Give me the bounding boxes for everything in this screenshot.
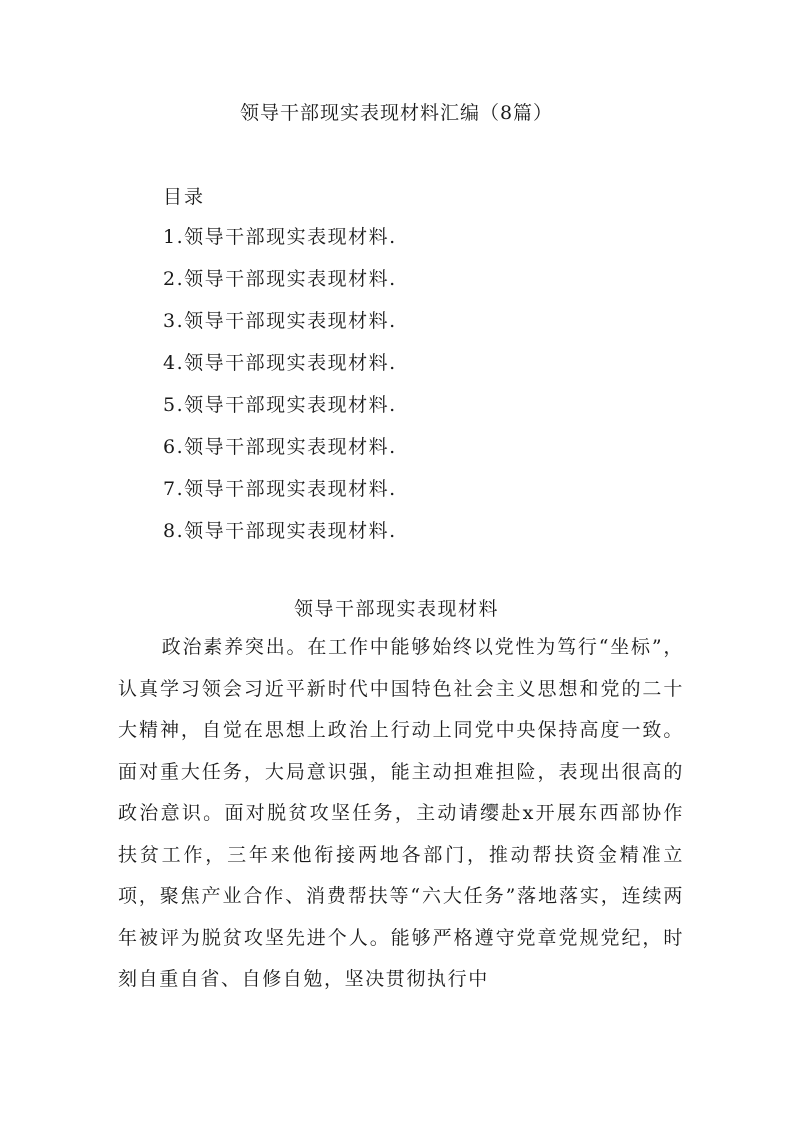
toc-list xyxy=(163,222,397,558)
document-title: 领导干部现实表现材料汇编（8篇） xyxy=(239,102,554,124)
toc-heading: 目录 xyxy=(163,186,206,208)
toc-item-2[interactable]: 2.领导干部现实表现材料. xyxy=(163,268,397,290)
toc-item-1[interactable]: 1.领导干部现实表现材料. xyxy=(163,226,397,248)
body-paragraph: 政治素养突出。在工作中能够始终以党性为笃行“坐标”，认真学习领会习近平新时代中国特色社会主义思想和党的二十大精神，自觉在思想上政治上行动上同党中央保持高度一致。面对重大任务，大局意识强，能主动担难担险，表现出很高的政治意识。面对脱贫攻坚任务，主动请缨赴x开展东西部协作扶贫工作，三年来他衔接两地各部门，推动帮扶资金精准立项，聚焦产业合作、消费帮扶等“六大任务”落地落实，连续两年被评为脱贫攻坚先进个人。能够严格遵守党章党规党纪，时刻自重自省、自修自勉，坚决贯彻执行中 xyxy=(118,636,684,990)
toc-item-7[interactable]: 7.领导干部现实表现材料. xyxy=(163,478,397,500)
toc-item-4[interactable]: 4.领导干部现实表现材料. xyxy=(163,352,397,374)
toc-item-8[interactable]: 8.领导干部现实表现材料. xyxy=(163,520,397,542)
toc-item-5[interactable]: 5.领导干部现实表现材料. xyxy=(163,394,397,416)
toc-item-6[interactable]: 6.领导干部现实表现材料. xyxy=(163,436,397,458)
section-title: 领导干部现实表现材料 xyxy=(293,598,499,620)
toc-item-3[interactable]: 3.领导干部现实表现材料. xyxy=(163,310,397,332)
